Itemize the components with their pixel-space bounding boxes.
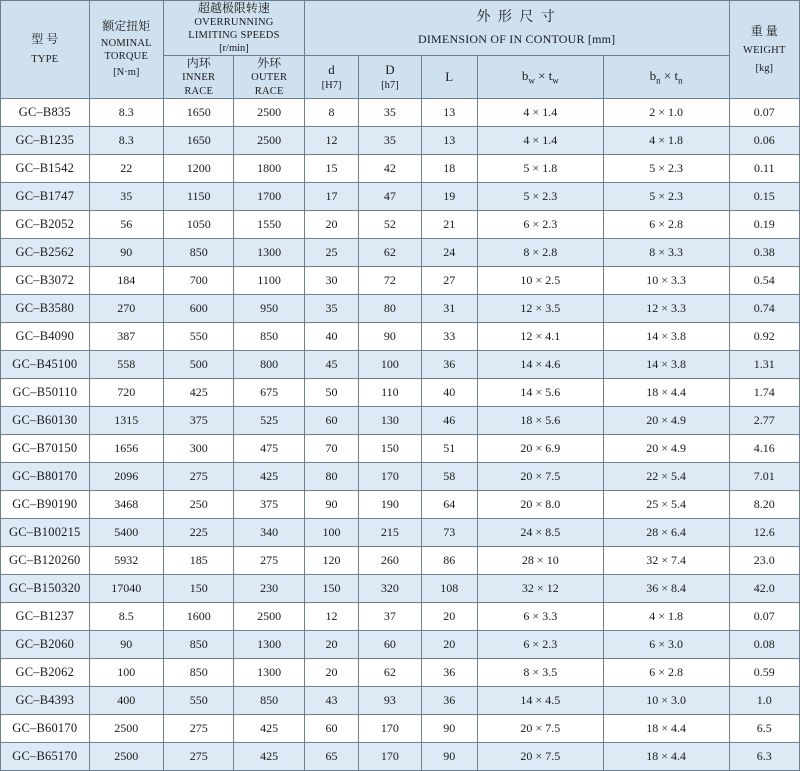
cell-bn-tn: 36 × 8.4: [603, 574, 729, 602]
cell-bn-tn: 32 × 7.4: [603, 546, 729, 574]
cell-type: GC–B80170: [1, 462, 90, 490]
cell-weight: 0.07: [729, 98, 799, 126]
cell-bw-tw: 4 × 1.4: [477, 126, 603, 154]
table-row: [1, 350, 800, 378]
cell-weight: 6.3: [729, 742, 799, 770]
cell-type: GC–B4393: [1, 686, 90, 714]
cell-weight: 8.20: [729, 490, 799, 518]
cell-inner-race-speed: 375: [164, 406, 234, 434]
cell-d: 20: [304, 658, 358, 686]
cell-weight: 0.07: [729, 602, 799, 630]
cell-inner-race-speed: 700: [164, 266, 234, 294]
cell-d: 60: [304, 714, 358, 742]
cell-d: 25: [304, 238, 358, 266]
cell-inner-race-speed: 550: [164, 686, 234, 714]
cell-D: 110: [359, 378, 421, 406]
cell-torque: 2096: [89, 462, 163, 490]
cell-weight: 1.74: [729, 378, 799, 406]
cell-torque: 90: [89, 238, 163, 266]
cell-d: 150: [304, 574, 358, 602]
cell-d: 17: [304, 182, 358, 210]
table-row: [1, 462, 800, 490]
cell-inner-race-speed: 425: [164, 378, 234, 406]
cell-bn-tn: 5 × 2.3: [603, 182, 729, 210]
table-row: [1, 658, 800, 686]
cell-outer-race-speed: 2500: [234, 126, 304, 154]
table-row: [1, 686, 800, 714]
cell-type: GC–B1237: [1, 602, 90, 630]
cell-inner-race-speed: 300: [164, 434, 234, 462]
header-inner-race: 内环 INNER RACE: [164, 56, 234, 98]
cell-L: 13: [421, 126, 477, 154]
cell-outer-race-speed: 475: [234, 434, 304, 462]
header-type: 型 号 TYPE: [1, 1, 90, 99]
cell-d: 40: [304, 322, 358, 350]
header-weight: 重 量 WEIGHT [kg]: [729, 1, 799, 99]
cell-d: 90: [304, 490, 358, 518]
cell-type: GC–B1747: [1, 182, 90, 210]
header-d: d [H7]: [304, 56, 358, 98]
cell-D: 60: [359, 630, 421, 658]
cell-weight: 7.01: [729, 462, 799, 490]
cell-D: 37: [359, 602, 421, 630]
header-outer-race: 外环 OUTER RACE: [234, 56, 304, 98]
cell-weight: 12.6: [729, 518, 799, 546]
cell-D: 190: [359, 490, 421, 518]
header-bn-tn: $b_n \times t_n$: [603, 56, 729, 98]
cell-weight: 4.16: [729, 434, 799, 462]
cell-bn-tn: 14 × 3.8: [603, 322, 729, 350]
cell-weight: 0.15: [729, 182, 799, 210]
cell-L: 18: [421, 154, 477, 182]
cell-torque: 8.3: [89, 126, 163, 154]
cell-weight: 0.38: [729, 238, 799, 266]
cell-weight: 23.0: [729, 546, 799, 574]
cell-bw-tw: 10 × 2.5: [477, 266, 603, 294]
cell-type: GC–B3580: [1, 294, 90, 322]
cell-outer-race-speed: 1300: [234, 238, 304, 266]
cell-inner-race-speed: 850: [164, 630, 234, 658]
cell-L: 20: [421, 602, 477, 630]
cell-type: GC–B100215: [1, 518, 90, 546]
cell-bn-tn: 18 × 4.4: [603, 742, 729, 770]
cell-bw-tw: 6 × 2.3: [477, 630, 603, 658]
cell-outer-race-speed: 850: [234, 686, 304, 714]
cell-d: 35: [304, 294, 358, 322]
table-row: [1, 322, 800, 350]
cell-L: 20: [421, 630, 477, 658]
cell-D: 320: [359, 574, 421, 602]
cell-D: 80: [359, 294, 421, 322]
cell-bw-tw: 20 × 6.9: [477, 434, 603, 462]
cell-weight: 0.19: [729, 210, 799, 238]
cell-type: GC–B70150: [1, 434, 90, 462]
cell-L: 108: [421, 574, 477, 602]
cell-torque: 5932: [89, 546, 163, 574]
cell-type: GC–B65170: [1, 742, 90, 770]
cell-outer-race-speed: 850: [234, 322, 304, 350]
cell-d: 45: [304, 350, 358, 378]
cell-weight: 0.92: [729, 322, 799, 350]
cell-L: 58: [421, 462, 477, 490]
cell-bn-tn: 10 × 3.3: [603, 266, 729, 294]
cell-weight: 0.08: [729, 630, 799, 658]
cell-torque: 1656: [89, 434, 163, 462]
table-body: [1, 98, 800, 770]
cell-D: 52: [359, 210, 421, 238]
cell-inner-race-speed: 250: [164, 490, 234, 518]
cell-bn-tn: 6 × 3.0: [603, 630, 729, 658]
table-row: [1, 602, 800, 630]
cell-inner-race-speed: 275: [164, 714, 234, 742]
cell-torque: 100: [89, 658, 163, 686]
cell-inner-race-speed: 850: [164, 238, 234, 266]
cell-type: GC–B3072: [1, 266, 90, 294]
table-row: [1, 294, 800, 322]
cell-L: 19: [421, 182, 477, 210]
cell-d: 60: [304, 406, 358, 434]
cell-bn-tn: 12 × 3.3: [603, 294, 729, 322]
cell-L: 86: [421, 546, 477, 574]
cell-L: 36: [421, 686, 477, 714]
cell-D: 35: [359, 126, 421, 154]
table-row: [1, 378, 800, 406]
cell-L: 40: [421, 378, 477, 406]
cell-torque: 8.3: [89, 98, 163, 126]
cell-d: 70: [304, 434, 358, 462]
cell-outer-race-speed: 340: [234, 518, 304, 546]
cell-inner-race-speed: 275: [164, 462, 234, 490]
cell-outer-race-speed: 425: [234, 462, 304, 490]
cell-d: 30: [304, 266, 358, 294]
table-row: [1, 210, 800, 238]
cell-d: 65: [304, 742, 358, 770]
cell-outer-race-speed: 375: [234, 490, 304, 518]
cell-L: 31: [421, 294, 477, 322]
cell-inner-race-speed: 850: [164, 658, 234, 686]
cell-torque: 2500: [89, 714, 163, 742]
cell-inner-race-speed: 500: [164, 350, 234, 378]
table-row: [1, 574, 800, 602]
cell-L: 36: [421, 350, 477, 378]
cell-outer-race-speed: 425: [234, 714, 304, 742]
cell-bn-tn: 20 × 4.9: [603, 434, 729, 462]
cell-d: 20: [304, 630, 358, 658]
cell-outer-race-speed: 230: [234, 574, 304, 602]
cell-L: 46: [421, 406, 477, 434]
cell-inner-race-speed: 1150: [164, 182, 234, 210]
cell-D: 215: [359, 518, 421, 546]
cell-D: 90: [359, 322, 421, 350]
cell-torque: 270: [89, 294, 163, 322]
table-row: [1, 182, 800, 210]
cell-bn-tn: 4 × 1.8: [603, 602, 729, 630]
cell-D: 100: [359, 350, 421, 378]
cell-inner-race-speed: 1650: [164, 126, 234, 154]
cell-weight: 1.0: [729, 686, 799, 714]
cell-inner-race-speed: 1600: [164, 602, 234, 630]
cell-D: 47: [359, 182, 421, 210]
cell-type: GC–B4090: [1, 322, 90, 350]
cell-L: 33: [421, 322, 477, 350]
cell-torque: 1315: [89, 406, 163, 434]
cell-D: 130: [359, 406, 421, 434]
header-L: L: [421, 56, 477, 98]
cell-D: 42: [359, 154, 421, 182]
cell-type: GC–B1235: [1, 126, 90, 154]
cell-D: 72: [359, 266, 421, 294]
table-row: [1, 490, 800, 518]
cell-outer-race-speed: 525: [234, 406, 304, 434]
cell-torque: 35: [89, 182, 163, 210]
cell-type: GC–B835: [1, 98, 90, 126]
cell-weight: 42.0: [729, 574, 799, 602]
cell-outer-race-speed: 1700: [234, 182, 304, 210]
cell-D: 35: [359, 98, 421, 126]
header-row-1: [1, 1, 800, 56]
cell-bw-tw: 24 × 8.5: [477, 518, 603, 546]
cell-torque: 90: [89, 630, 163, 658]
cell-bn-tn: 10 × 3.0: [603, 686, 729, 714]
cell-bn-tn: 20 × 4.9: [603, 406, 729, 434]
cell-D: 62: [359, 658, 421, 686]
cell-D: 260: [359, 546, 421, 574]
table-row: [1, 98, 800, 126]
cell-bw-tw: 8 × 2.8: [477, 238, 603, 266]
header-bw-tw: $b_w \times t_w$: [477, 56, 603, 98]
cell-inner-race-speed: 150: [164, 574, 234, 602]
cell-D: 170: [359, 462, 421, 490]
table-row: [1, 714, 800, 742]
cell-L: 64: [421, 490, 477, 518]
header-nominal-torque: 额定扭矩 NOMINAL TORQUE [N·m]: [89, 1, 163, 99]
cell-type: GC–B60130: [1, 406, 90, 434]
cell-L: 73: [421, 518, 477, 546]
cell-d: 80: [304, 462, 358, 490]
cell-bn-tn: 5 × 2.3: [603, 154, 729, 182]
cell-inner-race-speed: 185: [164, 546, 234, 574]
cell-bn-tn: 14 × 3.8: [603, 350, 729, 378]
cell-bw-tw: 6 × 3.3: [477, 602, 603, 630]
cell-L: 90: [421, 714, 477, 742]
cell-bw-tw: 14 × 4.5: [477, 686, 603, 714]
cell-outer-race-speed: 2500: [234, 98, 304, 126]
cell-L: 13: [421, 98, 477, 126]
cell-bw-tw: 12 × 3.5: [477, 294, 603, 322]
cell-torque: 22: [89, 154, 163, 182]
cell-bw-tw: 28 × 10: [477, 546, 603, 574]
table-row: [1, 630, 800, 658]
header-D: D [h7]: [359, 56, 421, 98]
cell-inner-race-speed: 225: [164, 518, 234, 546]
cell-type: GC–B2062: [1, 658, 90, 686]
cell-bn-tn: 6 × 2.8: [603, 658, 729, 686]
table-row: [1, 518, 800, 546]
cell-torque: 8.5: [89, 602, 163, 630]
cell-inner-race-speed: 275: [164, 742, 234, 770]
table-row: [1, 742, 800, 770]
cell-bn-tn: 25 × 5.4: [603, 490, 729, 518]
cell-d: 12: [304, 602, 358, 630]
table-row: [1, 546, 800, 574]
cell-bn-tn: 18 × 4.4: [603, 714, 729, 742]
cell-bw-tw: 32 × 12: [477, 574, 603, 602]
cell-L: 90: [421, 742, 477, 770]
cell-outer-race-speed: 2500: [234, 602, 304, 630]
header-overrunning-speeds: 超越极限转速 OVERRUNNING LIMITING SPEEDS [r/min]: [164, 1, 305, 56]
cell-torque: 184: [89, 266, 163, 294]
cell-weight: 0.54: [729, 266, 799, 294]
cell-bw-tw: 20 × 7.5: [477, 714, 603, 742]
cell-outer-race-speed: 800: [234, 350, 304, 378]
cell-type: GC–B2052: [1, 210, 90, 238]
cell-type: GC–B1542: [1, 154, 90, 182]
cell-L: 36: [421, 658, 477, 686]
cell-d: 15: [304, 154, 358, 182]
cell-weight: 1.31: [729, 350, 799, 378]
cell-torque: 400: [89, 686, 163, 714]
cell-d: 100: [304, 518, 358, 546]
cell-torque: 17040: [89, 574, 163, 602]
cell-outer-race-speed: 1300: [234, 630, 304, 658]
cell-d: 43: [304, 686, 358, 714]
cell-bw-tw: 4 × 1.4: [477, 98, 603, 126]
cell-D: 170: [359, 742, 421, 770]
cell-D: 170: [359, 714, 421, 742]
cell-weight: 0.74: [729, 294, 799, 322]
cell-bw-tw: 20 × 8.0: [477, 490, 603, 518]
cell-outer-race-speed: 950: [234, 294, 304, 322]
cell-weight: 2.77: [729, 406, 799, 434]
cell-outer-race-speed: 425: [234, 742, 304, 770]
cell-bw-tw: 12 × 4.1: [477, 322, 603, 350]
cell-weight: 0.11: [729, 154, 799, 182]
cell-bw-tw: 14 × 5.6: [477, 378, 603, 406]
cell-d: 12: [304, 126, 358, 154]
cell-d: 20: [304, 210, 358, 238]
cell-type: GC–B150320: [1, 574, 90, 602]
cell-weight: 6.5: [729, 714, 799, 742]
cell-L: 24: [421, 238, 477, 266]
table-row: [1, 266, 800, 294]
cell-bw-tw: 20 × 7.5: [477, 742, 603, 770]
cell-torque: 720: [89, 378, 163, 406]
cell-bw-tw: 5 × 1.8: [477, 154, 603, 182]
cell-bn-tn: 4 × 1.8: [603, 126, 729, 154]
cell-weight: 0.59: [729, 658, 799, 686]
cell-outer-race-speed: 675: [234, 378, 304, 406]
table-row: [1, 434, 800, 462]
cell-bw-tw: 8 × 3.5: [477, 658, 603, 686]
cell-D: 62: [359, 238, 421, 266]
cell-torque: 558: [89, 350, 163, 378]
cell-bw-tw: 14 × 4.6: [477, 350, 603, 378]
cell-D: 93: [359, 686, 421, 714]
cell-D: 150: [359, 434, 421, 462]
table-row: [1, 238, 800, 266]
cell-inner-race-speed: 550: [164, 322, 234, 350]
cell-L: 21: [421, 210, 477, 238]
cell-bn-tn: 8 × 3.3: [603, 238, 729, 266]
cell-torque: 3468: [89, 490, 163, 518]
cell-bn-tn: 22 × 5.4: [603, 462, 729, 490]
cell-type: GC–B45100: [1, 350, 90, 378]
cell-bn-tn: 6 × 2.8: [603, 210, 729, 238]
cell-torque: 5400: [89, 518, 163, 546]
cell-inner-race-speed: 600: [164, 294, 234, 322]
cell-outer-race-speed: 1300: [234, 658, 304, 686]
cell-outer-race-speed: 275: [234, 546, 304, 574]
cell-outer-race-speed: 1550: [234, 210, 304, 238]
cell-torque: 2500: [89, 742, 163, 770]
cell-d: 50: [304, 378, 358, 406]
cell-L: 51: [421, 434, 477, 462]
table-row: [1, 154, 800, 182]
table-row: [1, 126, 800, 154]
cell-outer-race-speed: 1800: [234, 154, 304, 182]
header-dimension: 外 形 尺 寸 DIMENSION OF IN CONTOUR [mm]: [304, 1, 729, 56]
cell-bw-tw: 6 × 2.3: [477, 210, 603, 238]
cell-bw-tw: 18 × 5.6: [477, 406, 603, 434]
cell-d: 120: [304, 546, 358, 574]
cell-torque: 387: [89, 322, 163, 350]
cell-outer-race-speed: 1100: [234, 266, 304, 294]
cell-d: 8: [304, 98, 358, 126]
table-row: [1, 406, 800, 434]
cell-inner-race-speed: 1650: [164, 98, 234, 126]
cell-bn-tn: 28 × 6.4: [603, 518, 729, 546]
cell-bn-tn: 2 × 1.0: [603, 98, 729, 126]
cell-bw-tw: 5 × 2.3: [477, 182, 603, 210]
cell-weight: 0.06: [729, 126, 799, 154]
cell-inner-race-speed: 1050: [164, 210, 234, 238]
cell-type: GC–B2060: [1, 630, 90, 658]
cell-type: GC–B2562: [1, 238, 90, 266]
cell-type: GC–B50110: [1, 378, 90, 406]
cell-L: 27: [421, 266, 477, 294]
cell-torque: 56: [89, 210, 163, 238]
cell-inner-race-speed: 1200: [164, 154, 234, 182]
cell-bn-tn: 18 × 4.4: [603, 378, 729, 406]
cell-type: GC–B120260: [1, 546, 90, 574]
table-header: [1, 1, 800, 99]
cell-type: GC–B90190: [1, 490, 90, 518]
cell-bw-tw: 20 × 7.5: [477, 462, 603, 490]
cell-type: GC–B60170: [1, 714, 90, 742]
